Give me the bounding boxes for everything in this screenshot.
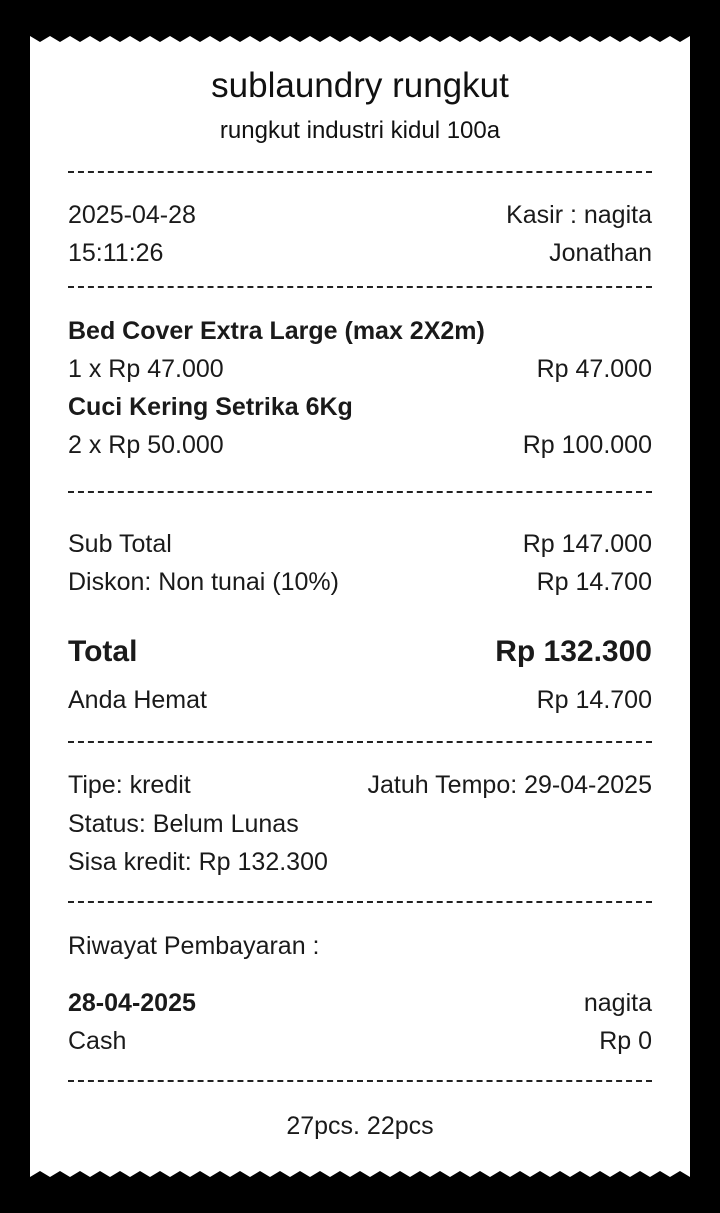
receipt-time: 15:11:26 (68, 239, 164, 267)
subtotal-row (68, 527, 652, 561)
divider (68, 171, 652, 173)
item-qty-price: 1 x Rp 47.000 (68, 355, 224, 383)
item-name: Cuci Kering Setrika 6Kg (68, 393, 353, 421)
savings-row (68, 683, 652, 717)
receipt-date: 2025-04-28 (68, 201, 196, 229)
time-customer-row (68, 236, 652, 270)
item-name: Bed Cover Extra Large (max 2X2m) (68, 317, 485, 345)
history-entry-header (68, 986, 652, 1020)
due-date: Jatuh Tempo: 29-04-2025 (367, 771, 652, 799)
discount-label: Diskon: Non tunai (10%) (68, 568, 339, 596)
divider (68, 741, 652, 743)
divider (68, 491, 652, 493)
history-entry-method: Cash (68, 1027, 127, 1055)
total-label: Total (68, 635, 138, 668)
savings-value: Rp 14.700 (536, 686, 652, 714)
customer-name: Jonathan (549, 239, 652, 267)
savings-label: Anda Hemat (68, 686, 207, 714)
store-address: rungkut industri kidul 100a (219, 117, 501, 144)
remaining-credit: Sisa kredit: Rp 132.300 (68, 848, 328, 876)
subtotal-label: Sub Total (68, 530, 172, 558)
payment-history-title: Riwayat Pembayaran : (68, 932, 320, 960)
payment-type: Tipe: kredit (68, 771, 191, 799)
divider (68, 286, 652, 288)
history-entry-line (68, 1024, 652, 1058)
total-row (68, 632, 652, 672)
item-amount: Rp 47.000 (536, 355, 652, 383)
receipt-top-zigzag-edge (30, 30, 690, 42)
date-cashier-row (68, 198, 652, 232)
total-value: Rp 132.300 (495, 635, 652, 668)
subtotal-value: Rp 147.000 (522, 530, 652, 558)
history-entry-date: 28-04-2025 (68, 989, 196, 1017)
item-line (68, 352, 652, 386)
divider (68, 901, 652, 903)
item-line (68, 428, 652, 462)
receipt-bottom-zigzag-edge (30, 1171, 690, 1183)
cashier-name: Kasir : nagita (506, 201, 652, 229)
discount-row (68, 565, 652, 599)
store-name: sublaundry rungkut (211, 66, 509, 105)
history-entry-amount: Rp 0 (599, 1027, 652, 1055)
receipt (30, 30, 690, 1183)
payment-type-row (68, 768, 652, 802)
history-entry-user: nagita (583, 989, 652, 1017)
footer-note: 27pcs. 22pcs (286, 1112, 434, 1140)
discount-value: Rp 14.700 (536, 568, 652, 596)
item-qty-price: 2 x Rp 50.000 (68, 431, 224, 459)
item-amount: Rp 100.000 (522, 431, 652, 459)
payment-status: Status: Belum Lunas (68, 810, 299, 838)
divider (68, 1080, 652, 1082)
